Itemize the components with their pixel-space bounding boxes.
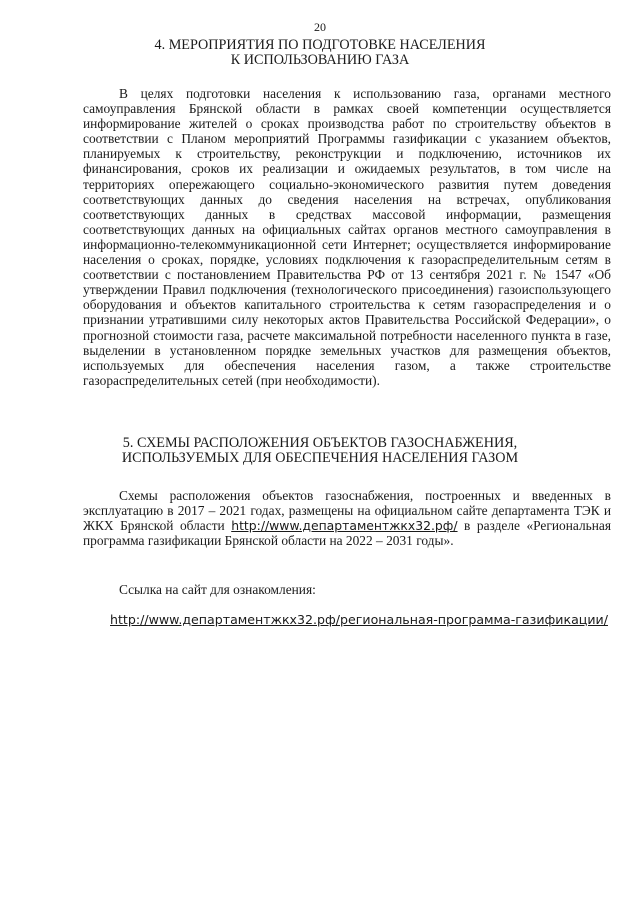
section-5-heading — [0, 436, 640, 466]
section-4-heading-line-1: 4. МЕРОПРИЯТИЯ ПО ПОДГОТОВКЕ НАСЕЛЕНИЯ — [154, 37, 486, 53]
section-5-paragraph-text-end: в разделе «Региональная программа газификации Брянской области на 2022 – 2031 годы». — [83, 518, 611, 549]
section-5-heading-line-1: 5. СХЕМЫ РАСПОЛОЖЕНИЯ ОБЪЕКТОВ ГАЗОСНАБЖЕНИЯ, — [122, 435, 518, 451]
department-site-link[interactable]: http://www.департаментжкх32.рф/ — [231, 518, 458, 534]
section-5-paragraph-text-start: Схемы расположения объектов газоснабжения, построенных и введенных в эксплуатацию в 2017 – 2021 годах, размещены на официальном сайте департамента ТЭК и ЖКХ Брянской области — [83, 488, 611, 534]
page-number: 20 — [314, 20, 326, 34]
program-page-link[interactable]: http://www.департаментжкх32.рф/региональная-программа-газификации/ — [110, 612, 608, 627]
section-5-paragraph — [83, 488, 611, 548]
section-5-heading-line-2: ИСПОЛЬЗУЕМЫХ ДЛЯ ОБЕСПЕЧЕНИЯ НАСЕЛЕНИЯ ГАЗОМ — [121, 450, 519, 466]
section-4-heading — [0, 38, 640, 68]
link-intro-text: Ссылка на сайт для ознакомления: — [119, 582, 316, 597]
section-4-paragraph: В целях подготовки населения к использованию газа, органами местного самоуправления Брянской области в рамках своей компетенции осуществляется информирование жителей о сроках производства работ по строительству объектов в соответствии с Планом мероприятий Программы газификации с указанием объектов, планируемых к строительству, реконструкции и подключению, источников их финансирования, сроков их реализации и ожидаемых результатов, в том числе на территориях опережающего социально-экономического развития путем доведения соответствующих данных до сведения населения на встречах, опубликования соответствующих данных в средствах массовой информации, размещения соответствующих данных на официальных сайтах органов местного самоуправления в информационно-телекоммуникационной сети Интернет; осуществляется информирование населения о сроках, порядке, условиях подключения к газораспределительным сетям в соответствии с постановлением Правительства РФ от 13 сентября 2021 г. № 1547 «Об утверждении Правил подключения (технологического присоединения) газоиспользующего оборудования и объектов капитального строительства к сетям газораспределения и о признании утратившими силу некоторых актов Правительства Российской Федерации», о прогнозной стоимости газа, расчете максимальной потребности населенного пункта в газе, выделении в установленном порядке земельных участков для размещения объектов, используемых для обеспечения населения газом, а также строительстве газораспределительных сетей (при необходимости). — [83, 86, 611, 388]
section-4-heading-line-2: К ИСПОЛЬЗОВАНИЮ ГАЗА — [230, 52, 410, 68]
